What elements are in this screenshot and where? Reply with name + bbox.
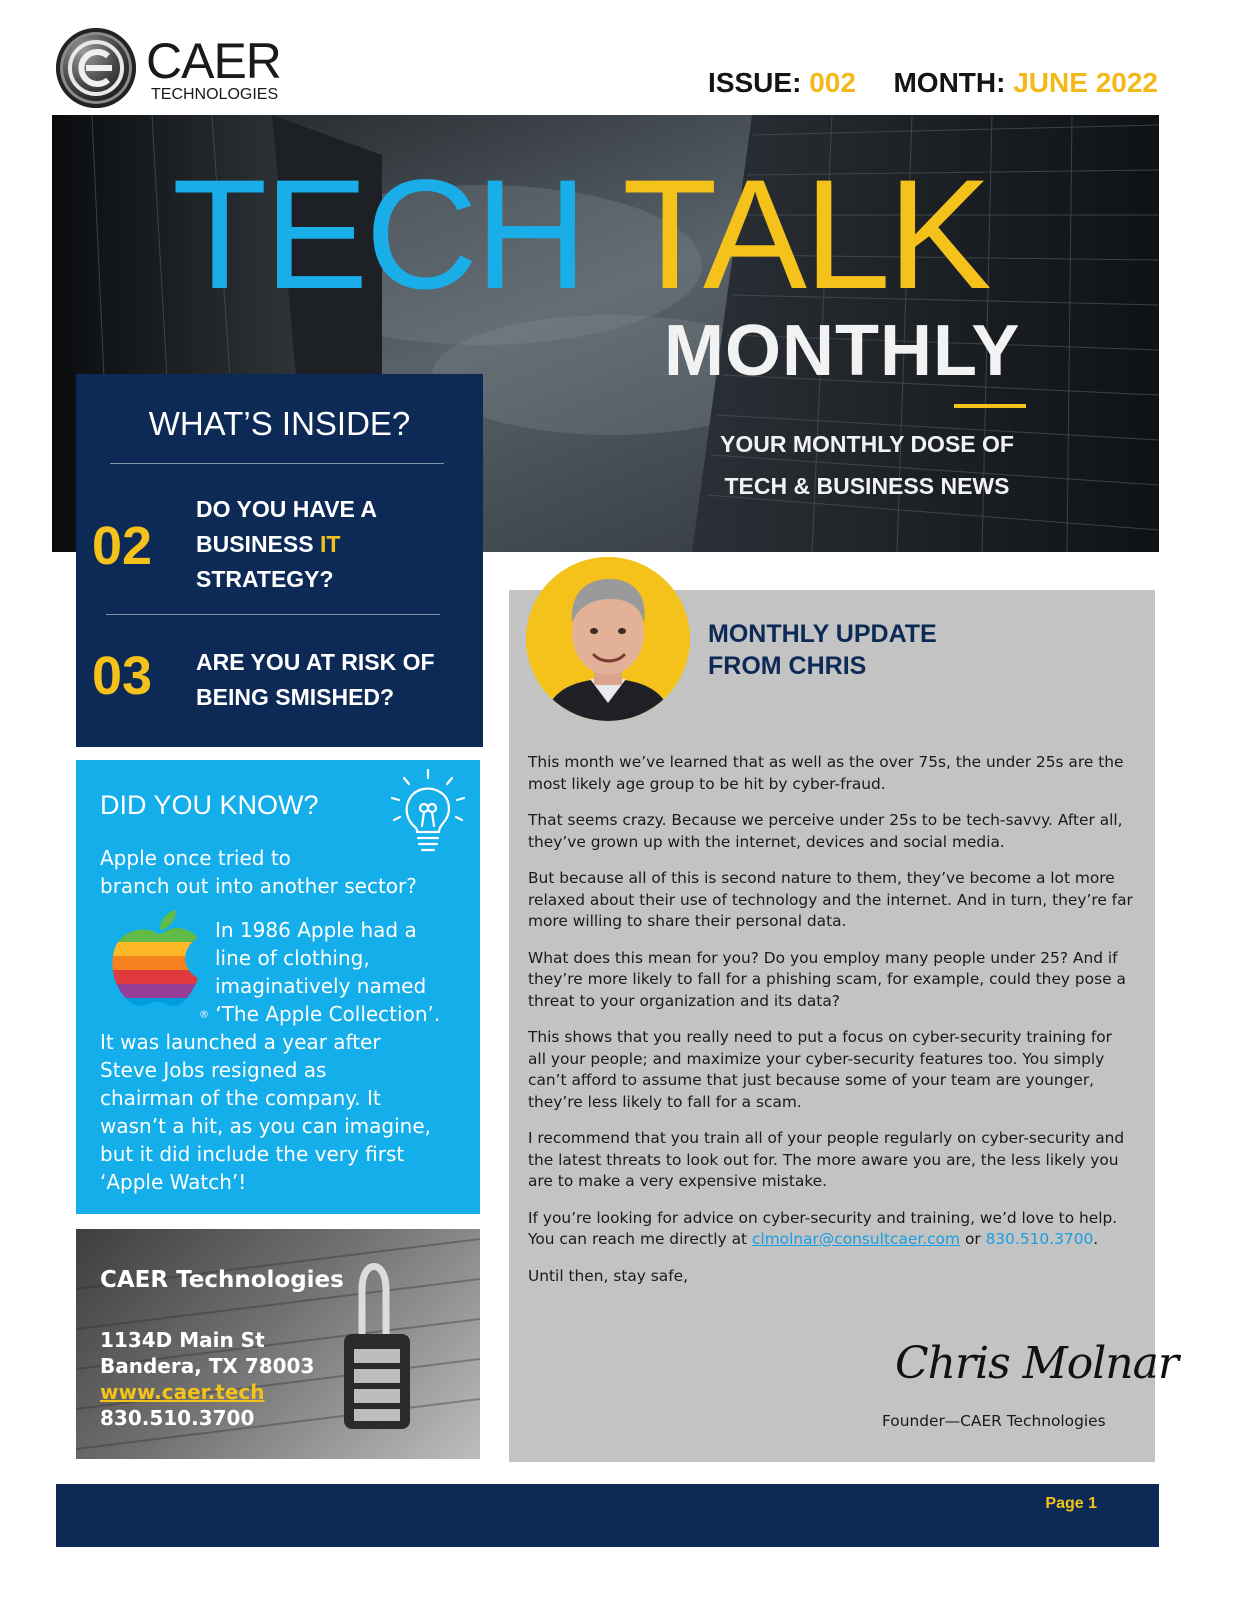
hero-title (172, 148, 989, 322)
hero-divider (954, 404, 1026, 408)
contact-phone: 830.510.3700 (100, 1406, 255, 1430)
hero-title-talk: TALK (622, 148, 989, 322)
footer-bar (56, 1484, 1159, 1547)
registered-mark: ® (199, 1009, 209, 1021)
did-you-know-box (76, 760, 480, 1214)
phone-link[interactable]: 830.510.3700 (985, 1230, 1094, 1248)
caer-logo-icon (56, 28, 136, 108)
did-you-know-body: It was launched a year after Steve Jobs resigned as chairman of the company. It wasn’t a hit, as you can imagine, but it did include the very first ‘Apple Watch’! (100, 1030, 431, 1194)
contents-item-number: 03 (92, 646, 153, 706)
contents-item-title: ARE YOU AT RISK OF BEING SMISHED? (196, 649, 435, 710)
email-link[interactable]: clmolnar@consultcaer.com (751, 1230, 961, 1248)
issue-value: 002 (809, 67, 856, 98)
whats-inside-title: WHAT’S INSIDE? (148, 405, 411, 442)
issue-month-line (708, 66, 1158, 100)
portrait-photo (526, 557, 690, 721)
did-you-know-title: DID YOU KNOW? (100, 790, 319, 820)
contact-address-line1: 1134D Main St (100, 1328, 265, 1352)
contact-company-name: CAER Technologies (100, 1267, 344, 1293)
monthly-update-body (528, 752, 1134, 1302)
paragraph: But because all of this is second nature to them, they’ve become a lot more relaxed about their use of technology and the internet. And in turn, they’re far more willing to share their personal data. (528, 869, 1133, 930)
issue-label: ISSUE: (708, 67, 802, 98)
hero-tagline (702, 423, 1032, 507)
contents-item-title: DO YOU HAVE A BUSINESS IT STRATEGY? (196, 496, 378, 592)
whats-inside-box (76, 374, 483, 747)
page-number: Page 1 (1045, 1495, 1097, 1512)
logo-name: CAER (146, 33, 281, 89)
paragraph: What does this mean for you? Do you employ many people under 25? And if they’re more likely to fall for a phishing scam, for example, could they pose a threat to your organization and its data? (528, 948, 1126, 1010)
hero-title-tech: TECH (172, 148, 585, 322)
paragraph: I recommend that you train all of your people regularly on cyber-security and the latest threats to look out for. The more aware you are, the less likely you are to make a very expensive mistake. (528, 1129, 1125, 1190)
month-value: JUNE 2022 (1013, 67, 1158, 98)
caer-logo (56, 28, 296, 112)
paragraph: If you’re looking for advice on cyber-security and training, we’d love to help. You can reach me directly at clmolnar@consultcaer.com or 830.510.3700. (528, 1208, 1118, 1248)
paragraph: Until then, stay safe, (528, 1266, 689, 1285)
paragraph: This shows that you really need to put a focus on cyber-security training for all your people; and maximize your cyber-security features too. You simply can’t afford to assume that just because some of your team are younger, they’re less likely to fall for a scam. (528, 1028, 1113, 1111)
hero-tagline-line2: TECH & BUSINESS NEWS (724, 473, 1010, 499)
signature-role: Founder—CAER Technologies (882, 1412, 1106, 1430)
contact-address-line2: Bandera, TX 78003 (100, 1354, 315, 1378)
signature: Chris Molnar (895, 1338, 1178, 1389)
contact-box (76, 1229, 480, 1459)
paragraph: This month we’ve learned that as well as the over 75s, the under 25s are the most likely age group to be hit by cyber-fraud. (528, 753, 1124, 793)
contents-item-number: 02 (92, 516, 153, 576)
logo-subtitle: TECHNOLOGIES (151, 86, 279, 103)
hero-tagline-line1: YOUR MONTHLY DOSE OF (720, 431, 1014, 457)
monthly-update-heading: MONTHLY UPDATE FROM CHRIS (708, 620, 937, 680)
divider (110, 463, 444, 464)
did-you-know-side-text: In 1986 Apple had a line of clothing, imaginatively named ® ‘The Apple Collection’. (199, 918, 441, 1026)
did-you-know-lead: Apple once tried to branch out into another sector? (100, 846, 417, 898)
paragraph: That seems crazy. Because we perceive under 25s to be tech-savvy. After all, they’ve grown up with the internet, devices and social media. (528, 811, 1123, 851)
website-link[interactable]: www.caer.tech (100, 1380, 265, 1404)
divider (106, 614, 440, 615)
month-label: MONTH: (893, 67, 1006, 98)
hero-subtitle: MONTHLY (664, 311, 1021, 391)
